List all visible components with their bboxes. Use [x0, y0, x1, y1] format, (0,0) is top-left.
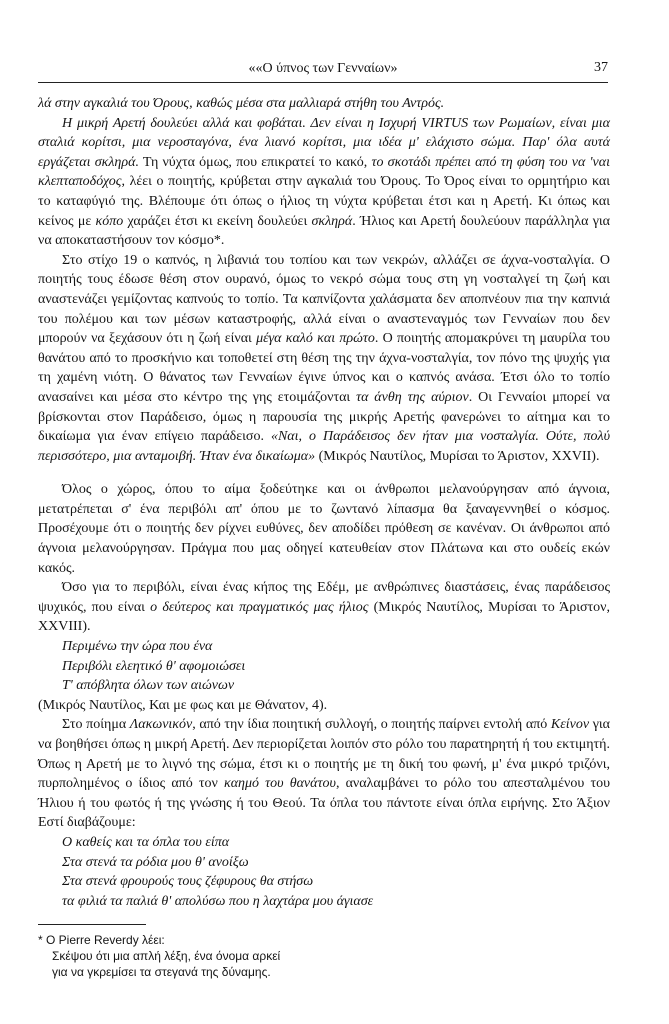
p3-text-a: Στο στίχο 19 ο καπνός, η λιβανιά του τοπίου και των νεκρών, αλλάζει σε άχνα-νοσταλγία. Ο ποιητής τους έδωσε θέση στον ουρανό, όμως το νεκρό σώμα τους στη γη νοσταλγεί τη ζωή και αναστενάζει γεμίζοντας καπνούς το τοπίο. Τα καπνίζοντα χαλάσματα δεν αποπνέουν πια την καπνιά του πολέμου και των μέσων καταστροφής, αλλά είναι ο αναστεναγμός των Γενναίων που δεν μπορούν να ξεχάσουν ότι η ζωή είναι — [38, 252, 610, 347]
poem-line: τα φιλιά τα παλιά θ' απολύσω που η λαχτάρα μου άγιασε — [62, 893, 374, 909]
p2-text-c: των Ρωμαίων, είναι μια σταλιά κορίτσι, μια νεροσταγόνα, ένα λιανό κορίτσι, μια ιδέα μ' ελάχιστο σώμα. Παρ' όλα αυτά εργάζεται σκληρά. — [38, 115, 610, 170]
main-text — [38, 94, 610, 911]
paragraph-5 — [38, 578, 610, 637]
p2-text-d: Τη νύχτα όμως, που επικρατεί το κακό, — [138, 154, 372, 170]
poem-line: Περιβόλι ελεητικό θ' αφομοιώσει — [62, 658, 246, 674]
footnote-divider — [38, 924, 146, 925]
footnote-line-3: για να γκρεμίσει τα στεγανά της δύναμης. — [52, 965, 271, 979]
p3-emph-a: μέγα καλό και πρώτο — [256, 331, 375, 347]
p6-poem-title: Λακωνικόν — [129, 717, 193, 733]
p6-text-a: Στο ποίημα — [62, 717, 130, 733]
p6-text-e: για να βοηθήσει όπως η μικρή Αρετή. Δεν περιορίζεται λοιπόν στο ρόλο του παρατηρητή ή του εκτιμητή. Όπως η Αρετή με το λιγνό της σώμα, έτσι κι ο ποιητής με τη δική του φωνή, μ' ένα μικρό τριζόνι, πυρπολημένος ο ίδιος από τον — [38, 717, 610, 792]
p2-quote: το σκοτάδι πρέπει από τη φύση του να 'ναι κλεπταποδόχος — [38, 154, 610, 190]
page-header — [38, 58, 608, 82]
running-title: ««Ο ύπνος των Γενναίων» — [248, 61, 398, 76]
paragraph-1: λά στην αγκαλιά του Όρους, καθώς μέσα στα μαλλιαρά στήθη του Αντρός. — [38, 96, 445, 111]
p3-emph-b: τα άνθη της αύριον — [356, 389, 469, 405]
paragraph-3 — [38, 251, 610, 467]
p2-emph-sklira: σκληρά — [311, 213, 353, 229]
p5-emph: ο δεύτερος και πραγματικός μας ήλιος — [150, 599, 369, 615]
poem-citation: (Μικρός Ναυτίλος, Και με φως και με Θάνατον, 4). — [38, 697, 328, 713]
p2-text-j: . Ήλιος και Αρετή δουλεύουν παράλληλα για να αποκαταστήσουν τον κόσμο*. — [38, 213, 610, 249]
paragraph-4: Όλος ο χώρος, όπου το αίμα ξοδεύτηκε και οι άνθρωποι μελανούργησαν από άγνοια, μετατρέπεται σ' ένα περιβόλι απ' όπου με το ζωντανό λίπασμα θα ξαναγεννηθεί ο κόσμος. Προσέχουμε ότι ο ποιητής δεν ρίχνει ευθύνες, δεν αποδίδει πρόθεση σε κανέναν. Οι άνθρωποι από άγνοια μελανούργησαν. Πράγμα που μας οδηγεί κατευθείαν στον Πλάτωνα και στο ουδείς εκών κακός. — [38, 482, 610, 576]
footnote — [38, 932, 518, 980]
paragraph-2 — [38, 114, 610, 251]
p2-virtus: VIRTUS — [421, 115, 469, 131]
poem-line: Περιμένω την ώρα που ένα — [62, 639, 213, 655]
p2-text-f: , λέει ο ποιητής, κρύβεται στην αγκαλιά του Όρους. Το Όρος είναι το ορμητήριο και το καταφύγιό της. Βλέπουμε ότι όπως ο ήλιος τη νύχτα κρύβεται έτσι και η Αρετή. Κι όπως και κείνος με — [38, 174, 610, 229]
p5-text-a: Όσο για το περιβόλι, είναι ένας κήπος της Εδέμ, με ανθρώπινες διαστάσεις, ένας παράδεισος ψυχικός, που είναι — [38, 580, 610, 615]
poem-excerpt-2 — [62, 833, 610, 911]
page-number: 37 — [594, 60, 608, 75]
p3-citation: (Μικρός Ναυτίλος, Μυρίσαι το Άριστον, XXVII). — [315, 448, 600, 464]
p3-text-c: . Ο ποιητής απομακρύνει τη μαυρίλα του θανάτου από το προσκήνιο και τοποθετεί στη θέση της την άχνα-νοσταλγία, τον πόνο της ψυχής για τη χαμένη νιότη. Ο θάνατος των Γενναίων έγινε ύπνος και ο καπνός ανάσα. Έτσι όλο το τοπίο ανασαίνει και μέσα στο κέντρο της γης ετοιμάζονται — [38, 331, 610, 405]
p6-emph-keinon: Κείνον — [550, 717, 590, 733]
p6-text-c: , από την ίδια ποιητική συλλογή, ο ποιητής παίρνει εντολή από — [192, 717, 551, 733]
p2-emph-kopo: κόπο — [95, 213, 124, 229]
header-divider — [38, 82, 608, 83]
poem-line: Τ' απόβλητα όλων των αιώνων — [62, 678, 235, 694]
p2-text-a: Η μικρή Αρετή δουλεύει αλλά και φοβάται. Δεν είναι η Ισχυρή — [62, 115, 422, 131]
p5-citation: (Μικρός Ναυτίλος, Μυρίσαι το Άριστον, XXVIII). — [38, 599, 610, 635]
p3-text-e: . Οι Γενναίοι μπορεί να βρίσκονται στον Παράδεισο, όμως η παρουσία της μικρής Αρετής φανερώνει το αίτημα και το δικαίωμα για έναν επίγειο παράδεισο. — [38, 389, 610, 445]
footnote-line-2: Σκέψου ότι μια απλή λέξη, ένα όνομα αρκεί — [52, 949, 281, 963]
p6-emph-kaimos: καημό του θανάτου — [223, 776, 336, 792]
p3-quote: «Ναι, ο Παράδεισος δεν ήταν μια νοσταλγία. Ούτε, πολύ περισσότερο, μια ανταμοιβή. Ήταν ένα δικαίωμα» — [38, 429, 610, 464]
poem-excerpt-1 — [62, 637, 610, 696]
footnote-line-1: * Ο Pierre Reverdy λέει: — [38, 933, 165, 947]
p6-text-g: , αναλαμβάνει το ρόλο του απεσταλμένου του Ήλιου ή του φωτός ή της γνώσης ή του Θεού. Τα όπλα του πάντοτε είναι όπλα ειρήνης. Στο Άξιον Εστί διαβάζουμε: — [38, 776, 610, 831]
paragraph-6 — [38, 715, 610, 833]
poem-line: Στα στενά τα ρόδια μου θ' ανοίξω — [62, 854, 249, 870]
poem-line: Στα στενά φρουρούς τους ζέφυρους θα στήσω — [62, 874, 314, 890]
poem-line: Ο καθείς και τα όπλα του είπα — [62, 834, 230, 850]
p2-text-h: χαράζει έτσι κι εκείνη δουλεύει — [123, 213, 312, 229]
